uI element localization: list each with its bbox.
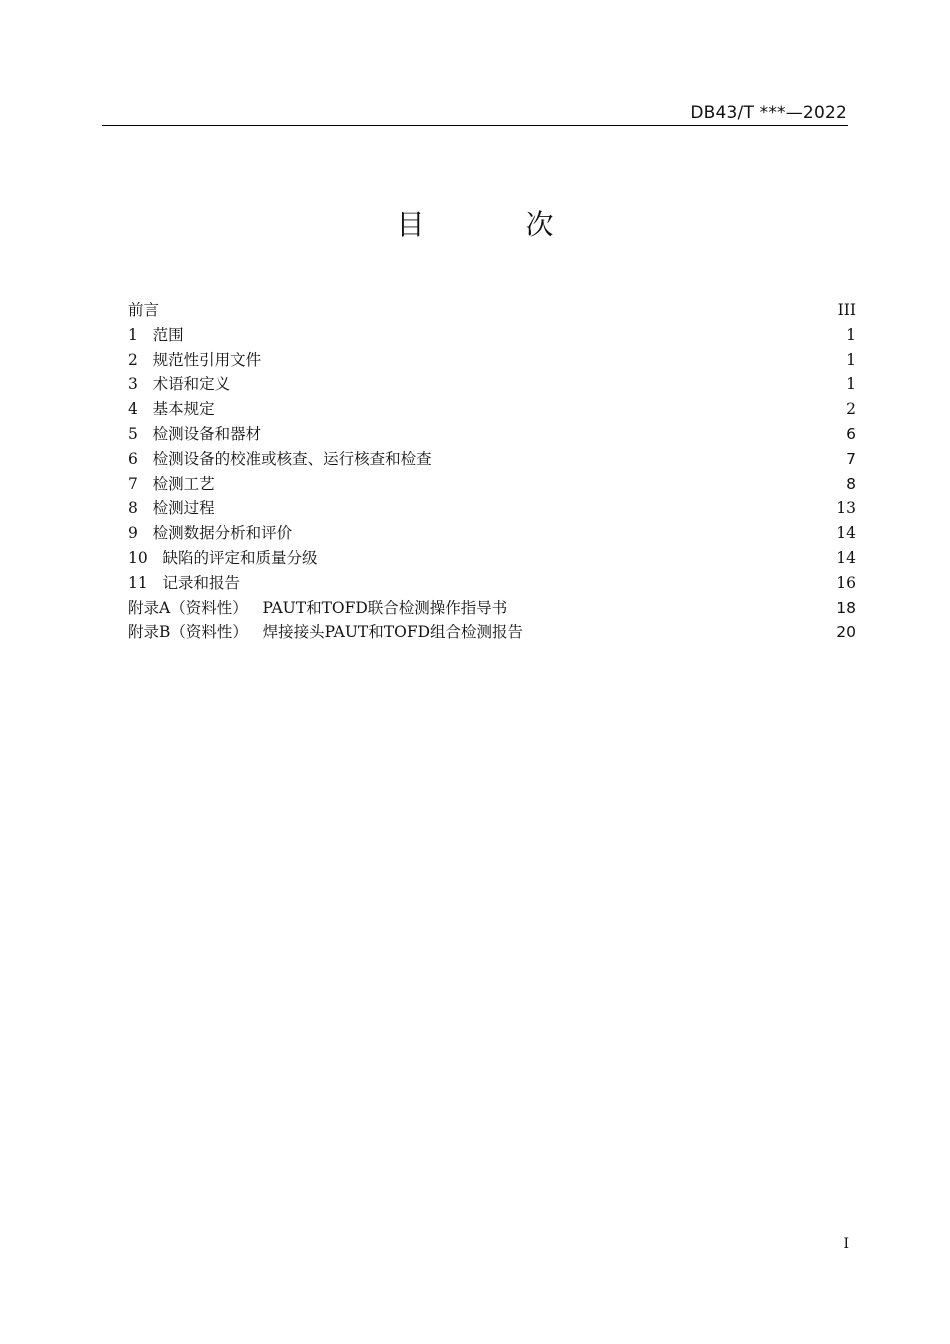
toc-entry-label: 前言 xyxy=(128,301,160,319)
toc-entry-label: 10 缺陷的评定和质量分级 xyxy=(128,548,318,567)
toc-entry-page: 1 xyxy=(846,325,856,344)
toc-entry-page: III xyxy=(837,301,856,319)
toc-entry-label: 1 范围 xyxy=(128,325,184,344)
toc-entry-page: 1 xyxy=(846,350,856,369)
toc-entry-label: 附录A（资料性） PAUT和TOFD联合检测操作指导书 xyxy=(128,598,508,617)
page-number: I xyxy=(843,1236,849,1252)
header-rule xyxy=(102,125,848,126)
toc-entry-page: 18 xyxy=(836,598,856,617)
toc-entry-label: 附录B（资料性） 焊接接头PAUT和TOFD组合检测报告 xyxy=(128,623,524,642)
toc-entry[interactable] xyxy=(128,596,856,621)
table-of-contents xyxy=(128,298,856,645)
toc-entry-label: 7 检测工艺 xyxy=(128,474,215,493)
toc-entry-label: 4 基本规定 xyxy=(128,400,215,419)
toc-entry-page: 6 xyxy=(846,424,856,443)
toc-entry[interactable] xyxy=(128,571,856,596)
toc-entry[interactable] xyxy=(128,397,856,422)
toc-entry-label: 3 术语和定义 xyxy=(128,375,231,394)
toc-entry[interactable] xyxy=(128,422,856,447)
toc-entry[interactable] xyxy=(128,323,856,348)
toc-entry-label: 2 规范性引用文件 xyxy=(128,350,262,369)
toc-entry-page: 20 xyxy=(836,623,856,642)
document-code: DB43/T ***—2022 xyxy=(690,103,847,123)
toc-entry[interactable] xyxy=(128,546,856,571)
toc-entry[interactable] xyxy=(128,348,856,373)
toc-entry-page: 13 xyxy=(836,499,856,518)
toc-title: 目 次 xyxy=(396,208,600,241)
toc-entry[interactable] xyxy=(128,620,856,645)
toc-entry[interactable] xyxy=(128,298,856,323)
toc-entry[interactable] xyxy=(128,372,856,397)
toc-entry-page: 2 xyxy=(846,400,856,419)
toc-entry[interactable] xyxy=(128,472,856,497)
toc-entry-label: 6 检测设备的校准或核查、运行核查和检查 xyxy=(128,449,432,468)
toc-entry-page: 14 xyxy=(836,548,856,567)
toc-entry-page: 7 xyxy=(846,449,856,468)
toc-entry-label: 9 检测数据分析和评价 xyxy=(128,524,293,543)
toc-entry[interactable] xyxy=(128,496,856,521)
toc-entry[interactable] xyxy=(128,447,856,472)
toc-entry-label: 8 检测过程 xyxy=(128,499,215,518)
toc-entry-page: 8 xyxy=(846,474,856,493)
toc-entry-label: 11 记录和报告 xyxy=(128,573,241,592)
toc-entry-label: 5 检测设备和器材 xyxy=(128,424,262,443)
toc-entry-page: 14 xyxy=(836,524,856,543)
toc-entry-page: 1 xyxy=(846,375,856,394)
toc-entry-page: 16 xyxy=(836,573,856,592)
toc-entry[interactable] xyxy=(128,521,856,546)
